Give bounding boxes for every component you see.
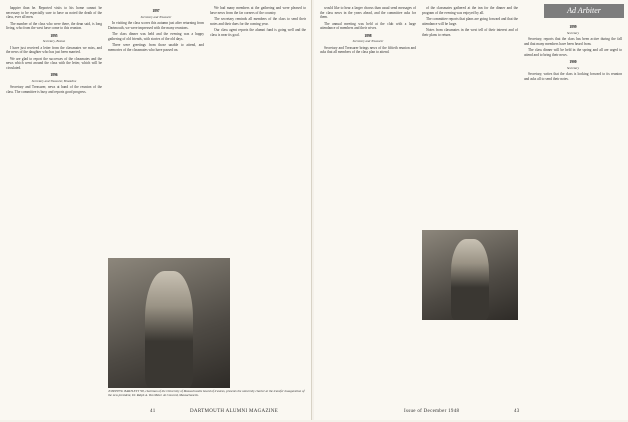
text-column-2: 1897 Secretary and Treasurer In visiting the class scores this autumn just after returning from Dartmouth, we were impressed with the many reunions. The class dinner was held and the evening was a happy gathering of old friends, with stories of the old days. There were greetings from those unable to attend, and memories of the classmates who have passed on. [108,9,204,52]
left-page [0,0,312,420]
running-footer: DARTMOUTH ALUMNI MAGAZINE [190,409,279,414]
year-subtitle: Secretary [566,30,580,35]
year-heading: 1900 [569,60,577,64]
running-footer: Issue of December 1948 [404,409,460,414]
year-heading: 1895 [50,33,58,38]
year-heading: 1899 [569,25,577,29]
column-banner: Ad Arbiter [544,4,624,18]
year-subtitle: Secretary and Treasurer [140,14,172,19]
photo [108,258,230,388]
year-subtitle: Secretary and Treasurer, Brookline [31,78,77,83]
year-heading: 1897 [152,9,160,13]
portrait-photo [422,230,518,320]
text-column-4: would like to hear a larger chorus than usual send messages of the class news in the years ahead, and the committee asks for them. The annual meeting was held at the club with a large attendance of members and their wives. 1898 Secretary and Treasurer Secretary and Treasurer brings news of the fiftieth reunion and asks that all members of the class plan to attend. [320,6,416,54]
photo-figure [145,271,194,388]
text-column-5: of the classmates gathered at the inn for the dinner and the program of the evening was enjoyed by all. The committee reports that plans are going forward and that the attendance will be large. Notes from classmates in the west tell of their interest and of their plans to return. [422,6,518,37]
page-number: 43 [514,409,520,414]
portrait-figure [451,239,489,320]
page-number: 41 [150,409,156,414]
year-subtitle: Secretary [566,65,580,70]
right-page [314,0,628,420]
year-subtitle: Secretary and Treasurer [352,39,384,43]
year-heading: 1898 [364,33,372,38]
text-column-6: 1899 Secretary Secretary, reports that the class has been active during the fall and that many members have been heard from. The class dinner will be held in the spring and all are urged to attend and to bring their news. 1900 Secretary Secretary, writes that the class is looking forward to its reunion and asks all to send their notes. [524,25,622,81]
text-column-1: happier than he. Reported visits to his home cannot be necessary to be especially sure to have us noted the death of the class, ever all men. The number of the class who were there, the dean said, is long living, who from the west have come to this reunion. 1895 Secretary, Boston I have just received a letter from the classmates we miss, and the news of the daughter who has just been married. We are glad to report the successes of the classmates and the news which went around the class with the letter, which will be circulated. 1896 Secretary and Treasurer, Brookline Secretary and Treasurer, news at hand of the reunion of the class. The committee is busy and reports good progress. [6,6,102,94]
year-heading: 1896 [50,73,58,77]
text-column-3: We had many members at the gathering and were pleased to have news from the far corners of the country. The secretary reminds all members of the class to send their notes and their dues for the coming year. Our class agent reports the alumni fund is going well and the class is near its goal. [210,6,306,37]
photo-caption: JOSEPH W. BARTLETT '98, chairman of the University of Massachusetts board of trustees, presents the university charter at the transfer inauguration of the new president, Dr. Ralph A. Van Meter. At Concord, Massachusetts. [108,389,305,397]
year-subtitle: Secretary, Boston [42,39,66,43]
